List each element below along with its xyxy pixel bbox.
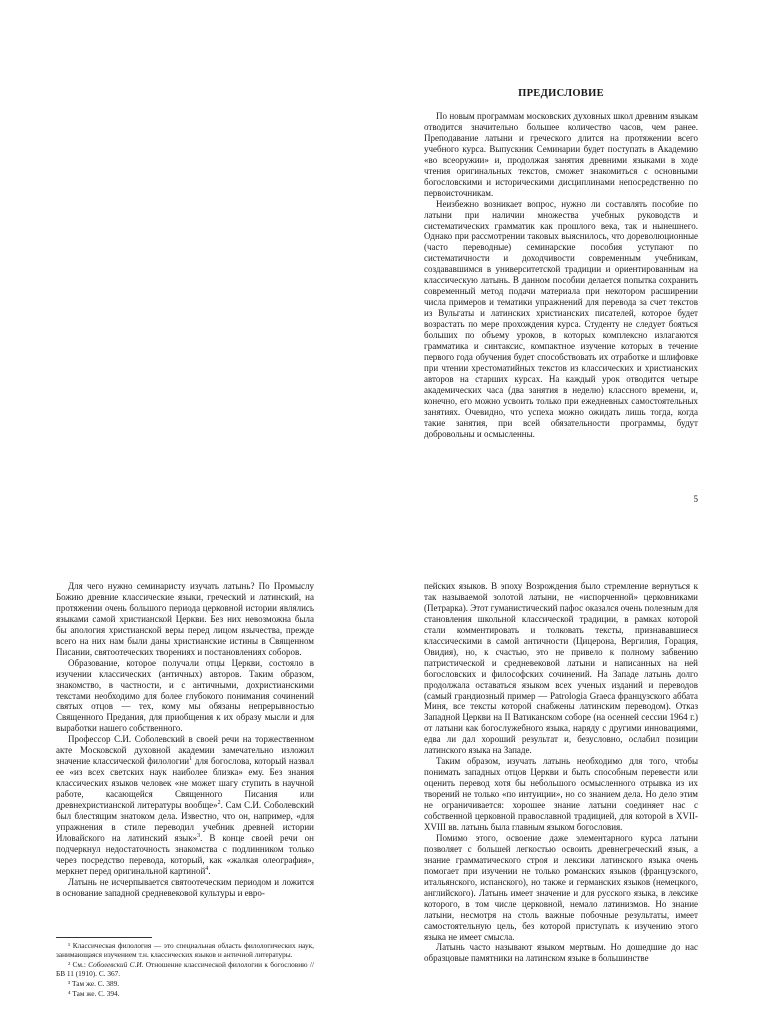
page-title: ПРЕДИСЛОВИЕ — [518, 88, 604, 99]
preface-text — [424, 111, 698, 440]
paragraph: Неизбежно возникает вопрос, нужно ли составлять пособие по латыни при наличии множества учебных руководств и систематических грамматик как прошлого века, так и нынешнего. Однако при рассмотрении таковых выяснилось, что дореволюционные (часто переводные) семинарские пособия уступают по систематичности и доходчивости современным учебникам, создававшимся в университетской традиции и ориентированным на классическую латынь. В данном пособии делается попытка сохранить современный метод подачи материала при некотором расширении числа примеров и тематики упражнений для перевода за счет текстов из Вульгаты и латинских христианских писателей, которое будет возрастать по мере прохождения курса. Студенту не следует бояться больших по объему уроков, в которых комплексно излагаются грамматика и синтаксис, компактное изучение которых в течение первого года обучения будет способствовать их отработке и шлифовке при чтении хрестоматийных текстов из классических и христианских авторов на старших курсах. На каждый урок отводится четыре академических часа (два занятия в неделю) классного времени, и, конечно, его можно усвоить только при ежедневных самостоятельных занятиях. Очевидно, что успеха можно ожидать лишь тогда, когда такие занятия, при всей обязательности программы, будут добровольны и осмысленны. — [424, 198, 698, 439]
text-span: Профессор С.И. Соболевский в своей речи на торжественном акте Московской духовной академии замечательно изложил значение классической филологии — [56, 734, 314, 767]
text-span: . В конце своей речи он подчеркнул недостаточность знакомства с подлинником только через посредство перевода, который, как «жалкая олеография», меркнет перед оригинальной картиной — [56, 832, 314, 876]
paragraph: Латынь не исчерпывается святоотеческим периодом и ложится в основание западной средневековой культуры и евро- — [56, 876, 314, 898]
footnotes — [56, 941, 314, 998]
text-span: . — [208, 865, 211, 876]
paragraph: По новым программам московских духовных школ древним языкам отводится значительно большее количество часов, чем ранее. Преподавание латыни и греческого длится на протяжении всего учебного курса. Выпускник Семинарии будет поступать в Академию «во всеоружии» и, продолжая занятия древними языками в ходе чтения оригинальных текстов, сможет знакомиться с основными богословскими и историческими дисциплинами непосредственно по первоисточникам. — [424, 111, 698, 198]
page-number: 5 — [693, 494, 698, 504]
footnote: ³ Там же. С. 389. — [68, 978, 120, 988]
paragraph: Для чего нужно семинаристу изучать латынь? По Промыслу Божию древние классические языки, греческий и латинский, на протяжении очень большого периода церковной истории являлись языками самой христианской Церкви. Без них невозможна была бы апология христианской веры перед лицом язычества, прежде всего на них нам были даны христианские истины в Священном Писании, святоотеческих творениях и постановлениях соборов. — [56, 581, 314, 657]
paragraph: Образование, которое получали отцы Церкви, состояло в изучении классических (античных) авторов. Таким образом, знакомство, в частности, и с античными, дохристианскими текстами необходимо для более глубокого понимания сочинений святых отцов — тех, кому мы обязаны непрерывностью Священного Предания, для приобщения к их образу мысли и для выработки нашего собственного. — [56, 657, 314, 734]
footnote — [56, 960, 314, 978]
paragraph — [56, 734, 314, 876]
text-span: для богослова, который назвал ее «из всех светских наук наиболее близка» ему. Без знания классических языков человек «не может шагу ступить в научной работе, касающейся Священного Писания или древнехристианской литературы вообще» — [56, 756, 314, 811]
footnote-ref[interactable]: 4 — [205, 865, 209, 872]
paragraph: Помимо этого, освоение даже элементарного курса латыни позволяет с большей легкостью освоить древнегреческий язык, а знание грамматического строя и лексики латинского языка очень помогает при изучении не только романских языков (французского, итальянского, испанского), но также и германских языков (немецкого, английского). Латынь имеет значение и для русского языка, в лексике которого, в том числе церковной, немало латинизмов. Но знание латыни, несмотря на столь важные побочные результаты, имеет самостоятельную цель, без которой приступать к изучению этого языка не имеет смысла. — [424, 832, 698, 942]
paragraph: Латынь часто называют языком мертвым. Но дошедшие до нас образцовые памятники на латинском языке в большинстве — [424, 942, 698, 964]
footnote-divider — [56, 937, 152, 938]
footnote-ref[interactable]: 2 — [217, 800, 221, 807]
left-column — [56, 581, 314, 899]
footnote-author: Соболевский С.И. — [88, 959, 144, 969]
footnote: ¹ Классическая филология — это специальная область филологических наук, занимающаяся изучением т.н. классических языков и античной литературы. — [56, 941, 314, 960]
right-column — [424, 581, 698, 1024]
paragraph: Таким образом, изучать латынь необходимо для того, чтобы понимать западных отцов Церкви и быть способным перевести или оценить перевод хотя бы небольшого осмысленного отрывка из их творений не только «по интуиции», но со знанием дела. Но дело этим не ограничивается: хорошее знание латыни соединяет нас с собственной церковной православной традицией, для которой в XVII-XVIII вв. латынь была главным языком богословия. — [424, 756, 698, 832]
text-span: Отношение классической филологии к богословию // БВ 11 (1910). С. 367. — [56, 959, 314, 979]
footnote-ref[interactable]: 1 — [189, 756, 193, 763]
footnote: ⁴ Там же. С. 394. — [68, 988, 120, 998]
text-span: ² См.: — [68, 959, 89, 969]
footnote-ref[interactable]: 3 — [197, 832, 201, 839]
text-span: . Сам С.И. Соболевский был блестящим знатоком дела. Известно, что он, например, «для упражнения в стиле переводил учебник древней истории Иловайского на латинский язык» — [56, 800, 315, 843]
paragraph: пейских языков. В эпоху Возрождения было стремление вернуться к так называемой золотой латыни, не «испорченной» церковниками (Петрарка). Этот гуманистический пафос оказался очень полезным для становления школьной классической традиции, в рамках которой стали комментировать и толковать тексты, признававшиеся классическими в самой античности (Цицерона, Вергилия, Горация, Овидия), но, к счастью, это не привело к полному забвению патристической и средневековой латыни и написанных на ней богословских и философских сочинений. На Западе латынь долго продолжала оставаться языком всех ученых изданий и переводов (самый грандиозный пример — Patrologia Graeca французского аббата Миня, все тексты которой снабжены латинским переводом). Отказ Западной Церкви на II Ватиканском соборе (на осенней сессии 1964 г.) от латыни как богослужебного языка, наряду с другими инновациями, едва ли дал хороший результат и, безусловно, ослабил позиции латинского языка на Западе. — [424, 581, 698, 756]
